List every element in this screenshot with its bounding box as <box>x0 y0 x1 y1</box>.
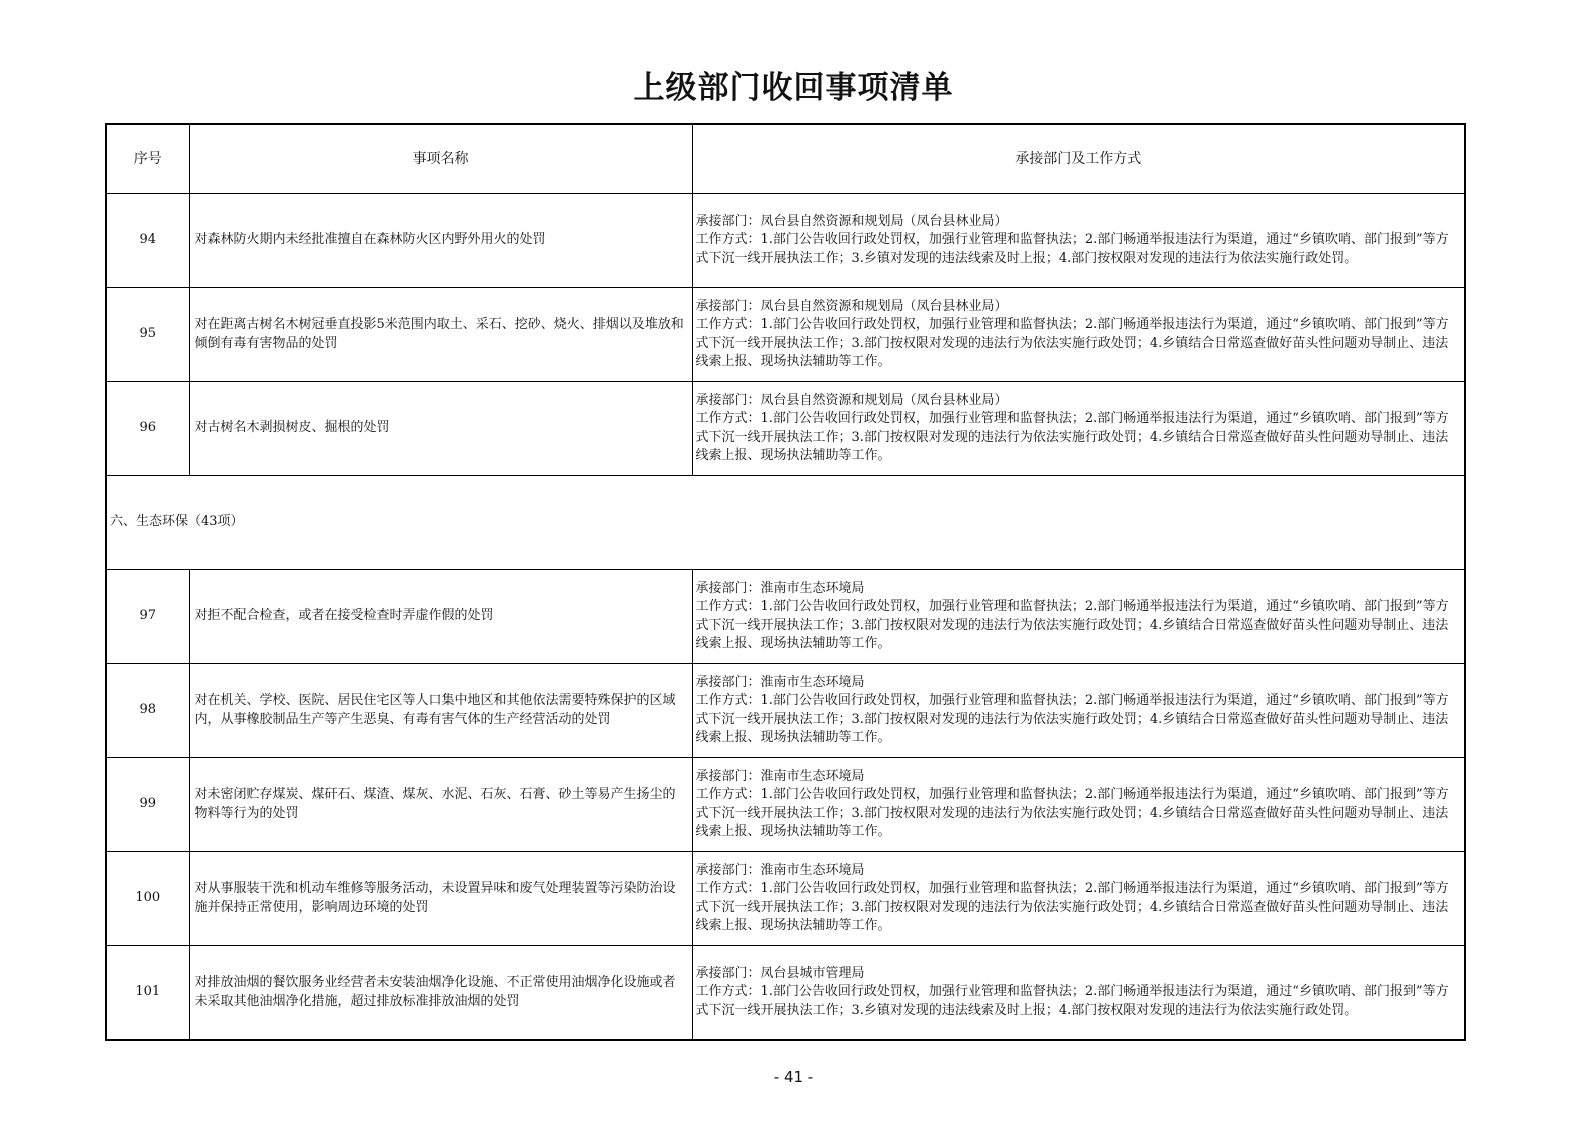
row-work: 工作方式：1.部门公告收回行政处罚权，加强行业管理和监督执法；2.部门畅通举报违法行为渠道，通过“乡镇吹哨、部门报到”等方式下沉一线开展执法工作；3.乡镇对发现的违法线索及时上报；4.部门按权限对发现的违法行为依法实施行政处罚。 <box>695 984 1449 1018</box>
row-no: 99 <box>106 758 189 852</box>
row-dept: 承接部门：淮南市生态环境局 <box>695 674 865 690</box>
row-dept: 承接部门：凤台县自然资源和规划局（凤台县林业局） <box>695 213 1008 229</box>
header-name: 事项名称 <box>189 124 692 194</box>
row-work: 工作方式：1.部门公告收回行政处罚权，加强行业管理和监督执法；2.部门畅通举报违法行为渠道，通过“乡镇吹哨、部门报到”等方式下沉一线开展执法工作；3.部门按权限对发现的违法行为依法实施行政处罚；4.乡镇结合日常巡查做好苗头性问题劝导制止、违法线索上报、现场执法辅助等工作。 <box>695 787 1449 839</box>
row-work: 工作方式：1.部门公告收回行政处罚权，加强行业管理和监督执法；2.部门畅通举报违法行为渠道，通过“乡镇吹哨、部门报到”等方式下沉一线开展执法工作；3.部门按权限对发现的违法行为依法实施行政处罚；4.乡镇结合日常巡查做好苗头性问题劝导制止、违法线索上报、现场执法辅助等工作。 <box>695 881 1449 933</box>
row-dept: 承接部门：凤台县自然资源和规划局（凤台县林业局） <box>695 392 1008 408</box>
row-no: 101 <box>106 946 189 1041</box>
section-title: 六、生态环保（43项） <box>106 476 1465 570</box>
row-dept: 承接部门：凤台县自然资源和规划局（凤台县林业局） <box>695 298 1008 314</box>
row-name: 对拒不配合检查，或者在接受检查时弄虚作假的处罚 <box>189 570 692 664</box>
section-row <box>106 476 1465 570</box>
row-no: 96 <box>106 382 189 476</box>
row-no: 94 <box>106 194 189 288</box>
row-dept-cell <box>692 382 1465 476</box>
row-dept-cell <box>692 758 1465 852</box>
row-no: 100 <box>106 852 189 946</box>
row-dept-cell <box>692 288 1465 382</box>
row-name: 对森林防火期内未经批准擅自在森林防火区内野外用火的处罚 <box>189 194 692 288</box>
table-row <box>106 758 1465 852</box>
page-number: - 41 - <box>773 1068 814 1086</box>
matters-table <box>105 123 1466 1041</box>
row-dept-cell <box>692 570 1465 664</box>
header-dept: 承接部门及工作方式 <box>692 124 1465 194</box>
row-dept: 承接部门：淮南市生态环境局 <box>695 580 865 596</box>
row-name: 对在距离古树名木树冠垂直投影5米范围内取土、采石、挖砂、烧火、排烟以及堆放和倾倒有毒有害物品的处罚 <box>189 288 692 382</box>
table-row <box>106 288 1465 382</box>
row-dept: 承接部门：淮南市生态环境局 <box>695 768 865 784</box>
row-name: 对在机关、学校、医院、居民住宅区等人口集中地区和其他依法需要特殊保护的区域内，从事橡胶制品生产等产生恶臭、有毒有害气体的生产经营活动的处罚 <box>189 664 692 758</box>
row-no: 95 <box>106 288 189 382</box>
row-no: 97 <box>106 570 189 664</box>
header-no: 序号 <box>106 124 189 194</box>
row-work: 工作方式：1.部门公告收回行政处罚权，加强行业管理和监督执法；2.部门畅通举报违法行为渠道，通过“乡镇吹哨、部门报到”等方式下沉一线开展执法工作；3.部门按权限对发现的违法行为依法实施行政处罚；4.乡镇结合日常巡查做好苗头性问题劝导制止、违法线索上报、现场执法辅助等工作。 <box>695 317 1449 369</box>
row-work: 工作方式：1.部门公告收回行政处罚权，加强行业管理和监督执法；2.部门畅通举报违法行为渠道，通过“乡镇吹哨、部门报到”等方式下沉一线开展执法工作；3.部门按权限对发现的违法行为依法实施行政处罚；4.乡镇结合日常巡查做好苗头性问题劝导制止、违法线索上报、现场执法辅助等工作。 <box>695 599 1449 651</box>
row-name: 对未密闭贮存煤炭、煤矸石、煤渣、煤灰、水泥、石灰、石膏、砂土等易产生扬尘的物料等行为的处罚 <box>189 758 692 852</box>
table-row <box>106 664 1465 758</box>
row-dept-cell <box>692 852 1465 946</box>
table-row <box>106 852 1465 946</box>
row-dept: 承接部门：凤台县城市管理局 <box>695 965 865 981</box>
table-row <box>106 194 1465 288</box>
row-work: 工作方式：1.部门公告收回行政处罚权，加强行业管理和监督执法；2.部门畅通举报违法行为渠道，通过“乡镇吹哨、部门报到”等方式下沉一线开展执法工作；3.部门按权限对发现的违法行为依法实施行政处罚；4.乡镇结合日常巡查做好苗头性问题劝导制止、违法线索上报、现场执法辅助等工作。 <box>695 693 1449 745</box>
row-dept-cell <box>692 194 1465 288</box>
page-title: 上级部门收回事项清单 <box>633 70 954 106</box>
row-work: 工作方式：1.部门公告收回行政处罚权，加强行业管理和监督执法；2.部门畅通举报违法行为渠道，通过“乡镇吹哨、部门报到”等方式下沉一线开展执法工作；3.乡镇对发现的违法线索及时上报；4.部门按权限对发现的违法行为依法实施行政处罚。 <box>695 232 1449 266</box>
row-dept: 承接部门：淮南市生态环境局 <box>695 862 865 878</box>
table-row <box>106 382 1465 476</box>
table-header-row <box>106 124 1465 194</box>
row-work: 工作方式：1.部门公告收回行政处罚权，加强行业管理和监督执法；2.部门畅通举报违法行为渠道，通过“乡镇吹哨、部门报到”等方式下沉一线开展执法工作；3.部门按权限对发现的违法行为依法实施行政处罚；4.乡镇结合日常巡查做好苗头性问题劝导制止、违法线索上报、现场执法辅助等工作。 <box>695 411 1449 463</box>
row-dept-cell <box>692 946 1465 1041</box>
row-name: 对从事服装干洗和机动车维修等服务活动，未设置异味和废气处理装置等污染防治设施并保持正常使用，影响周边环境的处罚 <box>189 852 692 946</box>
row-no: 98 <box>106 664 189 758</box>
table-row <box>106 570 1465 664</box>
row-dept-cell <box>692 664 1465 758</box>
row-name: 对古树名木剥损树皮、掘根的处罚 <box>189 382 692 476</box>
row-name: 对排放油烟的餐饮服务业经营者未安装油烟净化设施、不正常使用油烟净化设施或者未采取其他油烟净化措施，超过排放标准排放油烟的处罚 <box>189 946 692 1041</box>
table-row <box>106 946 1465 1041</box>
